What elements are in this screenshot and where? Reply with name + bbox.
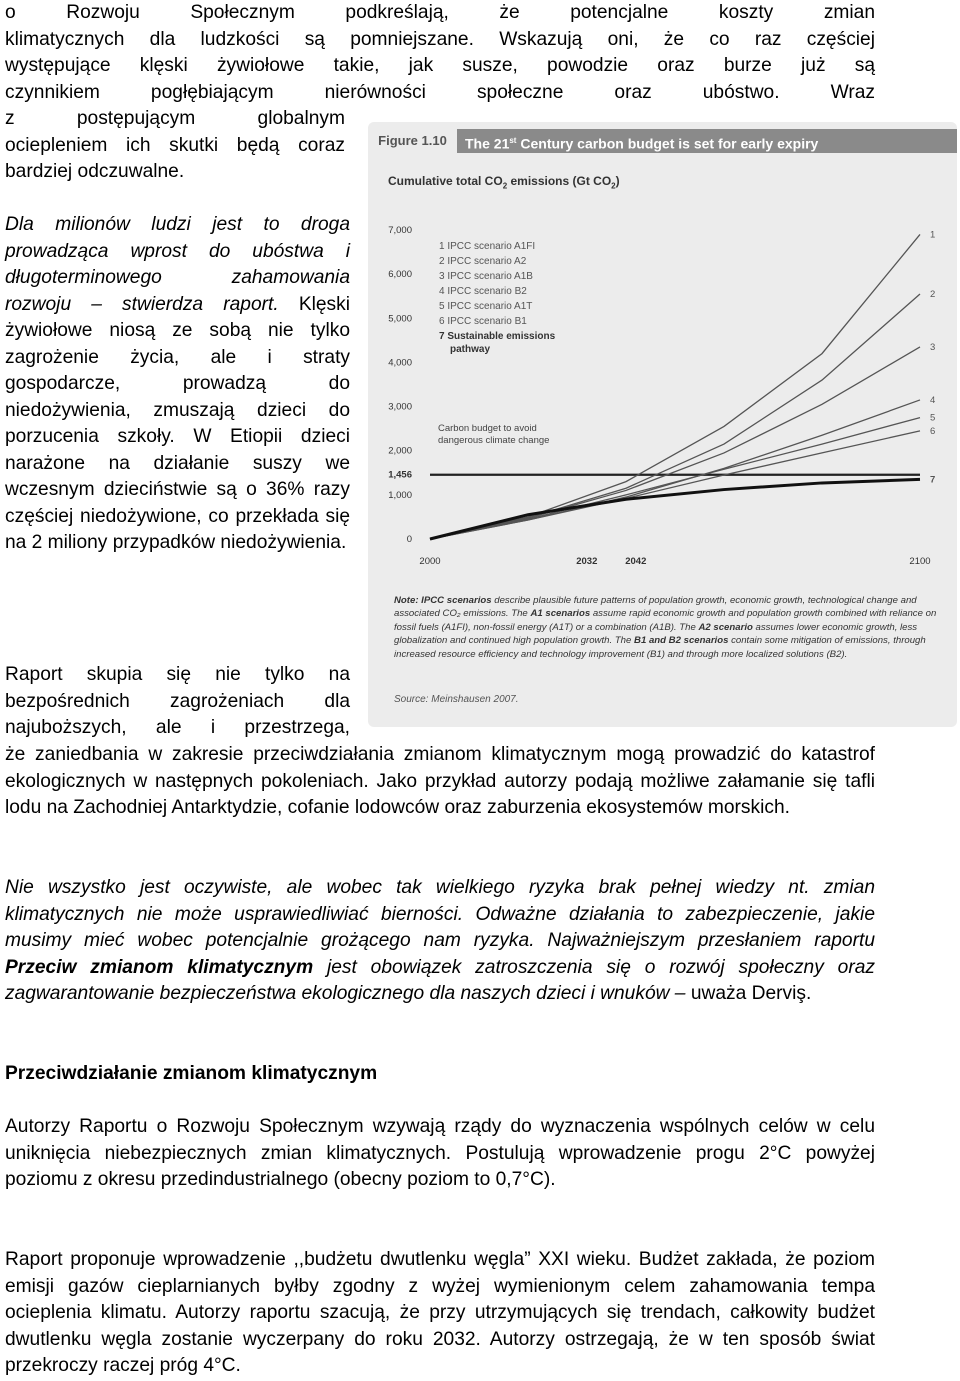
- carbon-budget-figure: [368, 122, 957, 727]
- note-text-2: assume rapid economic growth and population growth combined with reliance on fossil fuels (A1FI), non-fossil energy (A1T) or a combination (A1B). The: [394, 608, 937, 633]
- subtitle-sub: 2: [502, 181, 508, 191]
- legend-item-5: 5 IPCC scenario A1T: [439, 301, 533, 312]
- note-text-3: assumes lower economic growth, less globalization and continued high population growth. The: [394, 621, 918, 647]
- budget-label-line-1: Carbon budget to avoid: [438, 423, 537, 434]
- x-axis-ticks: [419, 556, 930, 567]
- legend-item-7: 7 Sustainable emissions: [439, 331, 556, 342]
- legend-item-2: 2 IPCC scenario A2: [439, 256, 527, 267]
- sixth-paragraph-text: Raport proponuje wprowadzenie ,,budżetu dwutlenku węgla” XXI wieku. Budżet zakłada, że poziom emisji gazów cieplarnianych byłby zgodny z wyżej wymienionym celem zahamowania tempa ocieplenia klimatu. Autorzy raportu szacują, że przy utrzymujących się trendach, całkowity budżet dwutlenku węgla zostanie wyczerpany do roku 2032. Autorzy ostrzegają, że w ten sposób świat przekroczy raczej próg 4°C.: [5, 1249, 875, 1376]
- y-axis-ticks: [388, 225, 412, 545]
- y-tick-8: 7,000: [388, 225, 412, 236]
- legend-item-1: 1 IPCC scenario A1FI: [439, 241, 536, 252]
- top-line-7: bardziej odczuwalne.: [5, 161, 185, 182]
- y-tick-4: 3,000: [388, 401, 412, 413]
- legend: [439, 241, 556, 355]
- second-paragraph-normal: Klęski żywiołowe niosą ze sobą nie tylko zagrożenie życia, ale i straty gospodarcze, prowadzą do niedożywienia, zmuszają dzieci do porzucenia szkoły. W Etiopii dzieci narażone na działanie suszy we wczesnym dzieciństwie są o 36% razy częściej niedożywione, co przekłada się na 2 miliony przypadków niedożywienia.: [5, 293, 351, 553]
- y-tick-2: 1,456: [388, 469, 412, 481]
- series-end-label-4: 4: [930, 394, 936, 406]
- figure-note: [394, 594, 939, 661]
- series-end-label-1: 1: [930, 229, 936, 241]
- x-tick-2: 2042: [625, 556, 647, 567]
- x-tick-3: 2100: [909, 556, 931, 567]
- top-line-6: ociepleniem ich skutki będą coraz: [5, 134, 345, 156]
- series-end-label-5: 5: [930, 412, 936, 424]
- fourth-normal: uważa Derviş.: [685, 983, 812, 1004]
- carbon-chart: [368, 122, 957, 592]
- top-line-2: klimatycznych dla ludzkości są pomniejszane. Wskazują oni, że co raz częściej: [5, 28, 875, 50]
- series-end-label-3: 3: [930, 341, 936, 353]
- note-text-4: contain some mitigation of emissions, through increased resource efficiency and technology improvement (B1) and through more localized solutions (B2).: [394, 635, 926, 660]
- third-paragraph-rest: [5, 742, 875, 822]
- second-paragraph-italic: Dla milionów ludzi jest to droga prowadząca wprost do ubóstwa i długoterminowego zahamowania rozwoju – stwierdza raport.: [5, 214, 350, 315]
- figure-label: Figure 1.10: [368, 129, 457, 153]
- subtitle-mid: emissions (Gt CO: [507, 174, 612, 188]
- figure-title-pre: The 21: [465, 135, 510, 152]
- x-tick-0: 2000: [419, 556, 441, 567]
- fifth-paragraph-text: Autorzy Raportu o Rozwoju Społecznym wzywają rządy do wyznaczenia wspólnych celów w celu uniknięcia niebezpiecznych zmian klimatycznych. Postulują wprowadzenie progu 2°C powyżej poziomu z okresu przedindustrialnego (obecny poziom to 0,7°C).: [5, 1116, 875, 1190]
- figure-source: Source: Meinshausen 2007.: [394, 694, 519, 705]
- series-end-label-7: 7: [930, 474, 936, 486]
- note-bold-1: IPCC scenarios: [418, 595, 492, 606]
- series-end-label-6: 6: [930, 425, 936, 437]
- report-title: Przeciw zmianom klimatycznym: [5, 956, 314, 978]
- subtitle-sub2: 2: [611, 181, 616, 191]
- third-line-3: najuboższych, ale i przestrzega,: [5, 717, 350, 738]
- note-text-1: describe plausible future patterns of population growth, economic growth, technological change and associated CO₂ emissions. The: [394, 595, 917, 620]
- legend-item-6: 6 IPCC scenario B1: [439, 316, 527, 327]
- figure-title-post: Century carbon budget is set for early expiry: [516, 135, 819, 152]
- legend-item-4: 4 IPCC scenario B2: [439, 286, 527, 297]
- note-bold-3: A2 scenario: [698, 621, 753, 633]
- series-line-4: [430, 400, 920, 539]
- fourth-paragraph: [5, 875, 875, 1008]
- y-tick-6: 5,000: [388, 313, 412, 325]
- top-line-1: o Rozwoju Społecznym podkreślają, że potencjalne koszty zmian: [5, 2, 875, 23]
- third-line-1: Raport skupia się nie tylko na: [5, 664, 350, 685]
- fourth-italic-1: Nie wszystko jest oczywiste, ale wobec tak wielkiego ryzyka brak pełnej wiedzy nt. zmian klimatycznych nie może usprawiedliwiać bierności. Odważne działania to zabezpieczenie, jakie musimy mieć wobec potencjalnie grożącego nam ryzyka. Najważniejszym przesłaniem raportu: [5, 877, 875, 951]
- third-paragraph-narrow: [5, 662, 350, 742]
- note-bold-4: B1 and B2 scenarios: [634, 635, 729, 647]
- legend-item-3: 3 IPCC scenario A1B: [439, 271, 533, 282]
- subtitle-pre: Cumulative total CO: [388, 174, 503, 188]
- series-line-7: [430, 479, 920, 539]
- figure-title-sup: st: [509, 136, 517, 145]
- third-line-2: bezpośrednich zagrożeniach dla: [5, 690, 350, 712]
- top-paragraph: [5, 0, 875, 106]
- fourth-italic-2: jest obowiązek zatroszczenia się o rozwój społeczny oraz zagwarantowanie bezpieczeństwa ekologicznego dla naszych dzieci i wnuków –: [5, 956, 875, 1004]
- fifth-paragraph: [5, 1114, 875, 1194]
- second-paragraph: [5, 212, 350, 557]
- top-line-3: występujące klęski żywiołowe takie, jak susze, powodzie oraz burze już są: [5, 55, 875, 76]
- y-tick-7: 6,000: [388, 269, 412, 281]
- note-bold-2: A1 scenarios: [530, 608, 591, 620]
- y-tick-1: 1,000: [388, 489, 412, 501]
- sixth-paragraph: [5, 1247, 875, 1380]
- legend-item-7-cont: pathway: [450, 344, 491, 355]
- y-tick-3: 2,000: [388, 445, 412, 457]
- third-paragraph-text: że zaniedbania w zakresie przeciwdziałania zmianom klimatycznym mogą prowadzić do katastrof ekologicznych w następnych pokoleniach. Jako przykład autorzy podają możliwe załamanie się tafli lodu na Zachodniej Antarktydzie, cofanie lodowców oraz zaburzenia ekosystemów morskich.: [5, 744, 875, 818]
- subtitle-post: ): [615, 174, 620, 188]
- budget-label-line-2: dangerous climate change: [438, 435, 550, 446]
- y-tick-5: 4,000: [388, 357, 412, 369]
- note-label: Note:: [394, 595, 419, 606]
- top-line-4: czynnikiem pogłębiającym nierówności społeczne oraz ubóstwo. Wraz: [5, 81, 875, 103]
- series-end-label-2: 2: [930, 289, 936, 301]
- y-tick-0: 0: [406, 534, 412, 545]
- top-paragraph-wrap: [5, 106, 345, 186]
- x-tick-1: 2032: [576, 556, 598, 567]
- section-heading: Przeciwdziałanie zmianom klimatycznym: [5, 1063, 378, 1084]
- top-line-5: z postępującym globalnym: [5, 108, 345, 129]
